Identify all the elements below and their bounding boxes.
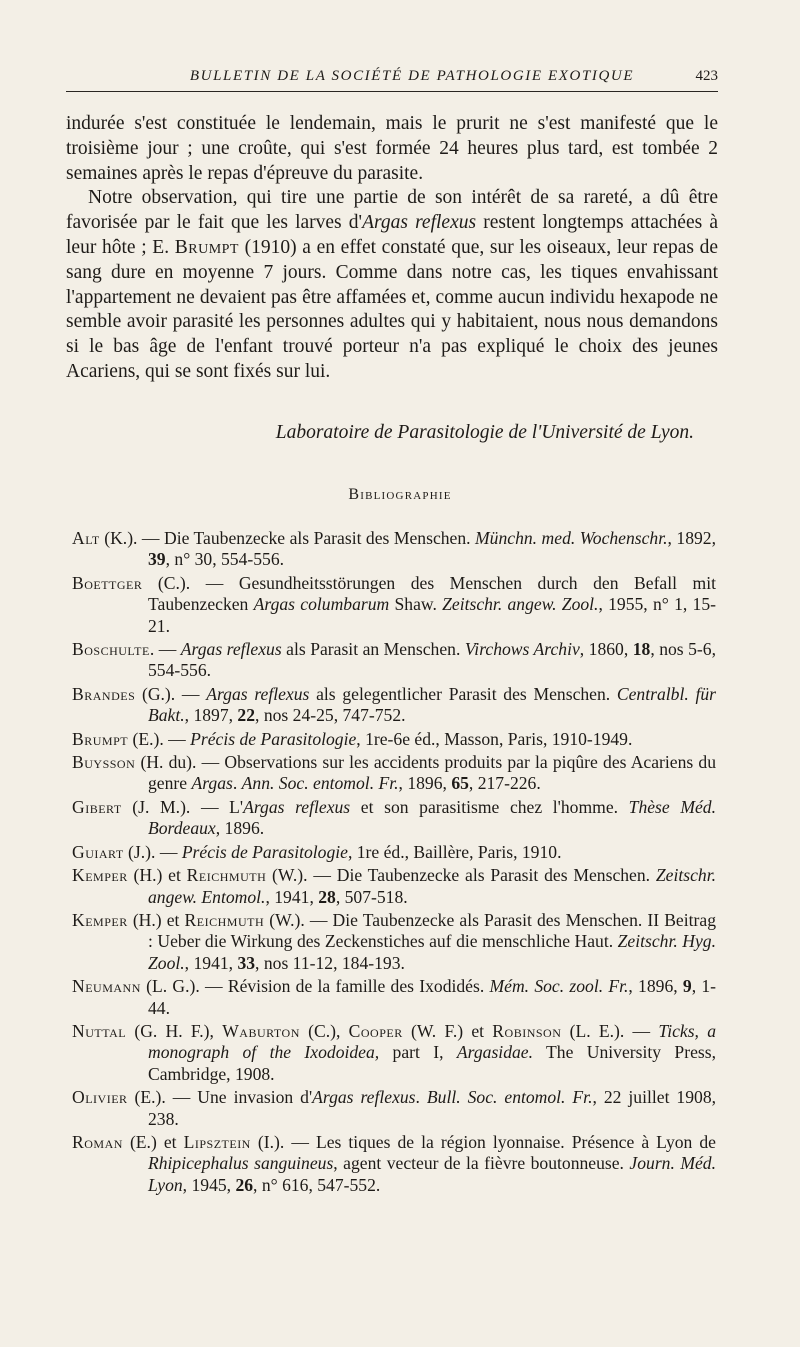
body-text [66, 112, 718, 385]
reference-entry: Boschulte. — Argas reflexus als Parasit an Menschen. Virchows Archiv, 1860, 18, nos 5-6, 554-556. [72, 639, 716, 681]
running-header [66, 68, 718, 92]
bibliography-heading: Bibliographie [348, 486, 452, 503]
reference-entry: Nuttal (G. H. F.), Waburton (C.), Cooper (W. F.) et Robinson (L. E.). — Ticks, a monograph of the Ixodoidea, part I, Argasidae. The University Press, Cambridge, 1908. [72, 1020, 717, 1084]
reference-entry: Buysson (H. du). — Observations sur les accidents produits par la piqûre des Acariens du genre Argas. Ann. Soc. entomol. Fr., 1896, 65, 217-226. [72, 752, 716, 794]
bibliography-list [72, 528, 716, 1198]
reference-entry: Brumpt (E.). — Précis de Parasitologie, 1re-6e éd., Masson, Paris, 1910-1949. [72, 728, 633, 749]
reference-entry: Kemper (H.) et Reichmuth (W.). — Die Taubenzecke als Parasit des Menschen. Zeitschr. angew. Entomol., 1941, 28, 507-518. [72, 865, 716, 907]
reference-entry: Roman (E.) et Lipsztein (I.). — Les tiques de la région lyonnaise. Présence à Lyon de Rhipicephalus sanguineus, agent vecteur de la fièvre boutonneuse. Journ. Méd. Lyon, 1945, 26, n° 616, 547-552. [72, 1131, 716, 1195]
reference-entry: Neumann (L. G.). — Révision de la famille des Ixodidés. Mém. Soc. zool. Fr., 1896, 9, 1-44. [72, 976, 717, 1018]
page-number: 423 [695, 68, 718, 84]
reference-entry: Gibert (J. M.). — L'Argas reflexus et son parasitisme chez l'homme. Thèse Méd. Bordeaux, 1896. [72, 796, 716, 839]
journal-title: BULLETIN DE LA SOCIÉTÉ DE PATHOLOGIE EXOTIQUE [189, 68, 635, 84]
paragraph-1: indurée s'est constituée le lendemain, mais le prurit ne s'est manifesté que le troisième jour ; une croûte, qui s'est formée 24 heures plus tard, est tombée 2 semaines après le repas d'épreuve du parasite. [66, 113, 718, 184]
reference-entry: Guiart (J.). — Précis de Parasitologie, 1re éd., Baillère, Paris, 1910. [72, 841, 562, 862]
reference-entry: Boettger (C.). — Gesundheitsstörungen des Menschen durch den Befall mit Taubenzecken Argas columbarum Shaw. Zeitschr. angew. Zool., 1955, n° 1, 15-21. [72, 572, 716, 636]
reference-entry: Kemper (H.) et Reichmuth (W.). — Die Taubenzecke als Parasit des Menschen. II Beitrag : Ueber die Wirkung des Zeckenstiches auf die menschliche Haut. Zeitschr. Hyg. Zool., 1941, 33, nos 11-12, 184-193. [72, 909, 716, 973]
species-name: Argas reflexus [362, 212, 477, 234]
reference-entry: Alt (K.). — Die Taubenzecke als Parasit des Menschen. Münchn. med. Wochenschr., 1892, 39, n° 30, 554-556. [72, 528, 716, 570]
author-name: Brumpt [174, 236, 239, 258]
laboratory-affiliation: Laboratoire de Parasitologie de l'Université de Lyon. [275, 422, 694, 443]
reference-entry: Brandes (G.). — Argas reflexus als gelegentlicher Parasit des Menschen. Centralbl. für Bakt., 1897, 22, nos 24-25, 747-752. [72, 683, 716, 726]
paragraph-2: Notre observation, qui tire une partie de son intérêt de sa rareté, a dû être favorisée par le fait que les larves d'Argas reflexus restent longtemps attachées à leur hôte ; E. Brumpt (1910) a en effet constaté que, sur les oiseaux, leur repas de sang dure en moyenne 7 jours. Comme dans notre cas, les tiques envahissant l'appartement ne devaient pas être affamées et, comme aucun individu hexapode ne semble avoir parasité les personnes adultes qui y habitaient, nous nous demandons si le bas âge de l'enfant trouvé porteur n'a pas expliqué le choix des jeunes Acariens, qui se sont fixés sur lui. [66, 187, 718, 382]
reference-entry: Olivier (E.). — Une invasion d'Argas reflexus. Bull. Soc. entomol. Fr., 22 juillet 1908, 238. [72, 1087, 717, 1129]
